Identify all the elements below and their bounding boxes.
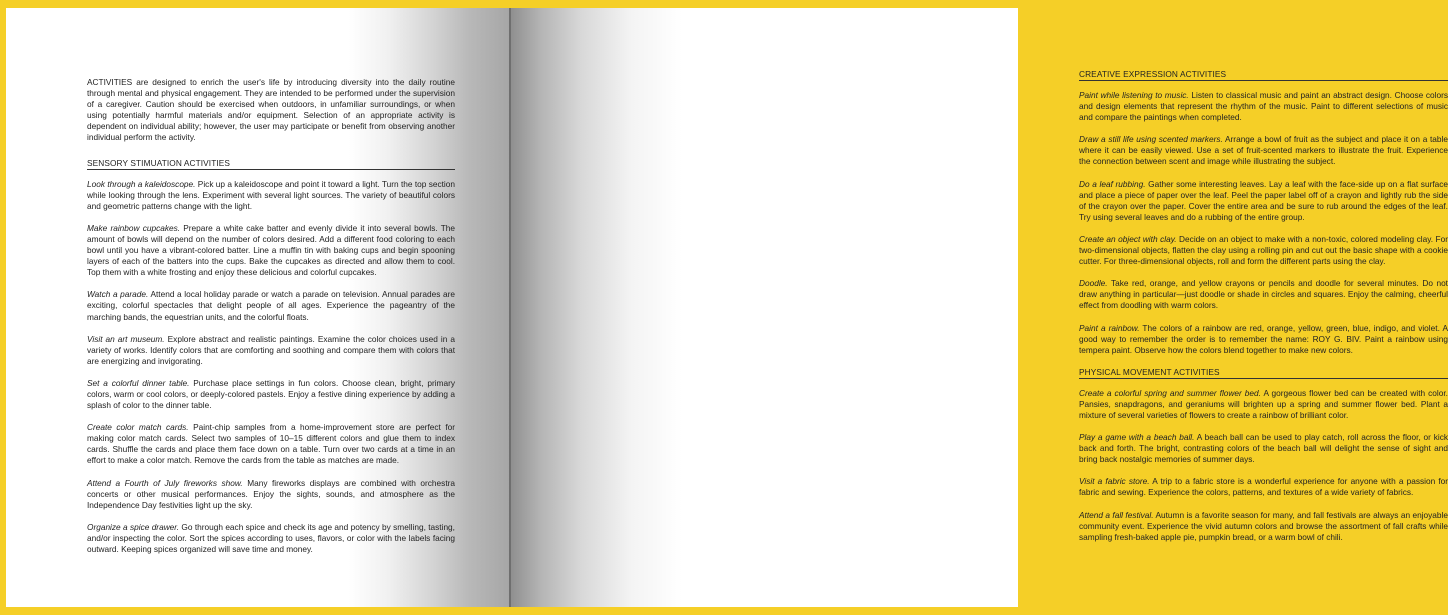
creative-activity-list xyxy=(1079,90,1448,356)
left-page xyxy=(6,8,510,607)
activity-item xyxy=(87,289,455,322)
section-heading-creative: CREATIVE EXPRESSION ACTIVITIES xyxy=(1079,69,1448,81)
activity-item xyxy=(1079,476,1448,498)
activity-item xyxy=(1079,388,1448,421)
activity-item xyxy=(1079,90,1448,123)
section-heading-physical: PHYSICAL MOVEMENT ACTIVITIES xyxy=(1079,367,1448,379)
activity-description: Attend a local holiday parade or watch a parade on television. Annual parades are exciting, colorful spectacles that delight people of all ages. Experience the pageantry of the marching bands, the equestrian units, and the colorful floats. xyxy=(87,289,455,322)
activity-title: Do a leaf rubbing. xyxy=(1079,178,1146,189)
intro-paragraph: ACTIVITIES are designed to enrich the user's life by introducing diversity into the daily routine through mental and physical engagement. They are intended to be performed under the supervision of a caregiver. Caution should be exercised when outdoors, in unfamiliar surroundings, or when using potentially harmful materials and/or equipment. Selection of an appropriate activity is dependent on individual ability; however, the user may participate or benefit from observing another individual perform the activity. xyxy=(87,77,455,143)
activity-description: A gorgeous flower bed can be created with color. Pansies, snapdragons, and geraniums will brighten up a spring and summer flower bed. Plant a mixture of several varieties of flowers to create a rainbow of brilliant color. xyxy=(1079,387,1448,420)
activity-item xyxy=(87,478,455,511)
activity-description: Paint-chip samples from a home-improvement store are perfect for making color match cards. Select two samples of 10–15 different colors and glue them to index cards. Shuffle the cards and place them face down on a table. Turn over two cards at a time in an effort to make a color match. Remove the cards from the table as matches are made. xyxy=(87,422,455,466)
activity-item xyxy=(1079,432,1448,465)
activity-title: Visit an art museum. xyxy=(87,333,165,344)
activity-item xyxy=(1079,134,1448,167)
activity-description: The colors of a rainbow are red, orange, yellow, green, blue, indigo, and violet. A good way to remember the order is to remember the name: ROY G. BIV. Paint a rainbow using tempera paint. Observe how the colors blend together to make new colors. xyxy=(1079,322,1448,355)
activity-description: Many fireworks displays are combined with orchestra concerts or other musical performances. Enjoy the sights, sounds, and atmosphere as the Independence Day festivities light up the sky. xyxy=(87,477,455,510)
activity-title: Watch a parade. xyxy=(87,289,149,300)
book-spread xyxy=(6,8,1448,607)
activity-title: Attend a Fourth of July fireworks show. xyxy=(87,477,243,488)
right-page-content xyxy=(1079,69,1448,554)
activity-description: Decide on an object to make with a non-toxic, colored modeling clay. For two-dimensional objects, flatten the clay using a rolling pin and cut out the basic shape with a cookie cutter. For three-dimensional objects, roll and form the different parts using the clay. xyxy=(1079,233,1448,267)
book-gutter xyxy=(509,8,511,607)
activity-title: Play a game with a beach ball. xyxy=(1079,432,1195,443)
activity-item xyxy=(87,378,455,411)
activity-item xyxy=(1079,323,1448,356)
right-page xyxy=(510,8,1448,607)
activity-description: Take red, orange, and yellow crayons or pencils and doodle for several minutes. Do not draw anything in particular—just doodle or shade in circles and squares. Enjoy the calming, cheerful effect from doodling with warm colors. xyxy=(1079,278,1448,311)
activity-item xyxy=(87,223,455,278)
activity-description: Prepare a white cake batter and evenly divide it into several bowls. The amount of bowls will depend on the number of colors desired. Add a different food coloring to each bowl until you have a vibrant-colored batter. Line a muffin tin with baking cups and begin spooning layers of each of the batters into the cups. Bake the cupcakes as directed and allow them to cool. Top them with a white frosting and enjoy these delicious and colorful cupcakes. xyxy=(87,222,456,278)
activity-description: Pick up a kaleidoscope and point it toward a light. Turn the top section while looking through the lens. Experiment with several light sources. The variety of beautiful colors and geometric patterns change with the light. xyxy=(87,178,455,211)
activity-item xyxy=(1079,510,1448,543)
activity-description: Purchase place settings in fun colors. Choose clean, bright, primary colors, warm or cool colors, or deeply-colored pastels. Enjoy a festive dining experience by adding a splash of color to the dinner table. xyxy=(87,377,455,411)
activity-item xyxy=(87,179,455,212)
activity-item xyxy=(1079,234,1448,267)
activity-title: Paint a rainbow. xyxy=(1079,322,1140,333)
activity-description: A trip to a fabric store is a wonderful experience for anyone with a passion for fabric and sewing. Experience the colors, patterns, and textures of a wide variety of fabrics. xyxy=(1079,476,1448,498)
activity-title: Create an object with clay. xyxy=(1079,233,1177,244)
activity-item xyxy=(87,334,455,367)
activity-title: Organize a spice drawer. xyxy=(87,521,180,532)
activity-description: A beach ball can be used to play catch, roll across the floor, or kick back and forth. The bright, contrasting colors of the beach ball will delight the sense of sight and bring back nostalgic memories of summer days. xyxy=(1079,432,1448,465)
activity-title: Create a colorful spring and summer flower bed. xyxy=(1079,387,1261,398)
activity-item xyxy=(1079,179,1448,223)
activity-title: Create color match cards. xyxy=(87,422,189,433)
activity-title: Visit a fabric store. xyxy=(1079,476,1150,487)
activity-title: Doodle. xyxy=(1079,278,1108,289)
activity-title: Make rainbow cupcakes. xyxy=(87,222,181,233)
activity-title: Draw a still life using scented markers. xyxy=(1079,134,1223,145)
left-page-content xyxy=(87,69,455,566)
activity-description: Explore abstract and realistic paintings. Examine the color choices used in a variety of works. Identify colors that are comforting and soothing and compare them with colors that are energizing and invigorating. xyxy=(87,333,455,366)
activity-item xyxy=(1079,278,1448,311)
activity-description: Listen to classical music and paint an abstract design. Choose colors and design elements that represent the rhythm of the music. Paint to different selections of music and compare the paintings when completed. xyxy=(1079,90,1448,123)
sensory-activity-list xyxy=(87,179,455,556)
activity-description: Go through each spice and check its age and potency by smelling, tasting, and/or inspecting the color. Sort the spices according to uses, flavors, or color with the labels facing outward. Keeping spices organized will save time and money. xyxy=(87,521,455,554)
activity-description: Autumn is a favorite season for many, and fall festivals are always an enjoyable community event. Experience the vivid autumn colors and browse the assortment of fall crafts while sampling fresh-baked apple pie, pumpkin bread, or a warm bowl of chili. xyxy=(1079,509,1448,542)
activity-item xyxy=(87,422,455,466)
physical-activity-list xyxy=(1079,388,1448,543)
activity-title: Paint while listening to music. xyxy=(1079,90,1189,100)
activity-title: Look through a kaleidoscope. xyxy=(87,178,196,189)
activity-title: Attend a fall festival. xyxy=(1079,509,1154,520)
activity-item xyxy=(87,522,455,555)
activity-title: Set a colorful dinner table. xyxy=(87,377,190,388)
section-heading-sensory: SENSORY STIMUATION ACTIVITIES xyxy=(87,158,455,170)
activity-description: Gather some interesting leaves. Lay a leaf with the face-side up on a flat surface and place a piece of paper over the leaf. Peel the paper label off of a crayon and lightly rub the side of the crayon over the paper. Cover the entire area and be sure to rub around the edges of the leaf. Try using several leaves and do a rubbing of the entire group. xyxy=(1079,178,1448,222)
activity-description: Arrange a bowl of fruit as the subject and place it on a table where it can be easily viewed. Use a set of fruit-scented markers to illustrate the fruit. Experience the connection between scent and image while illustrating the subject. xyxy=(1079,134,1448,167)
